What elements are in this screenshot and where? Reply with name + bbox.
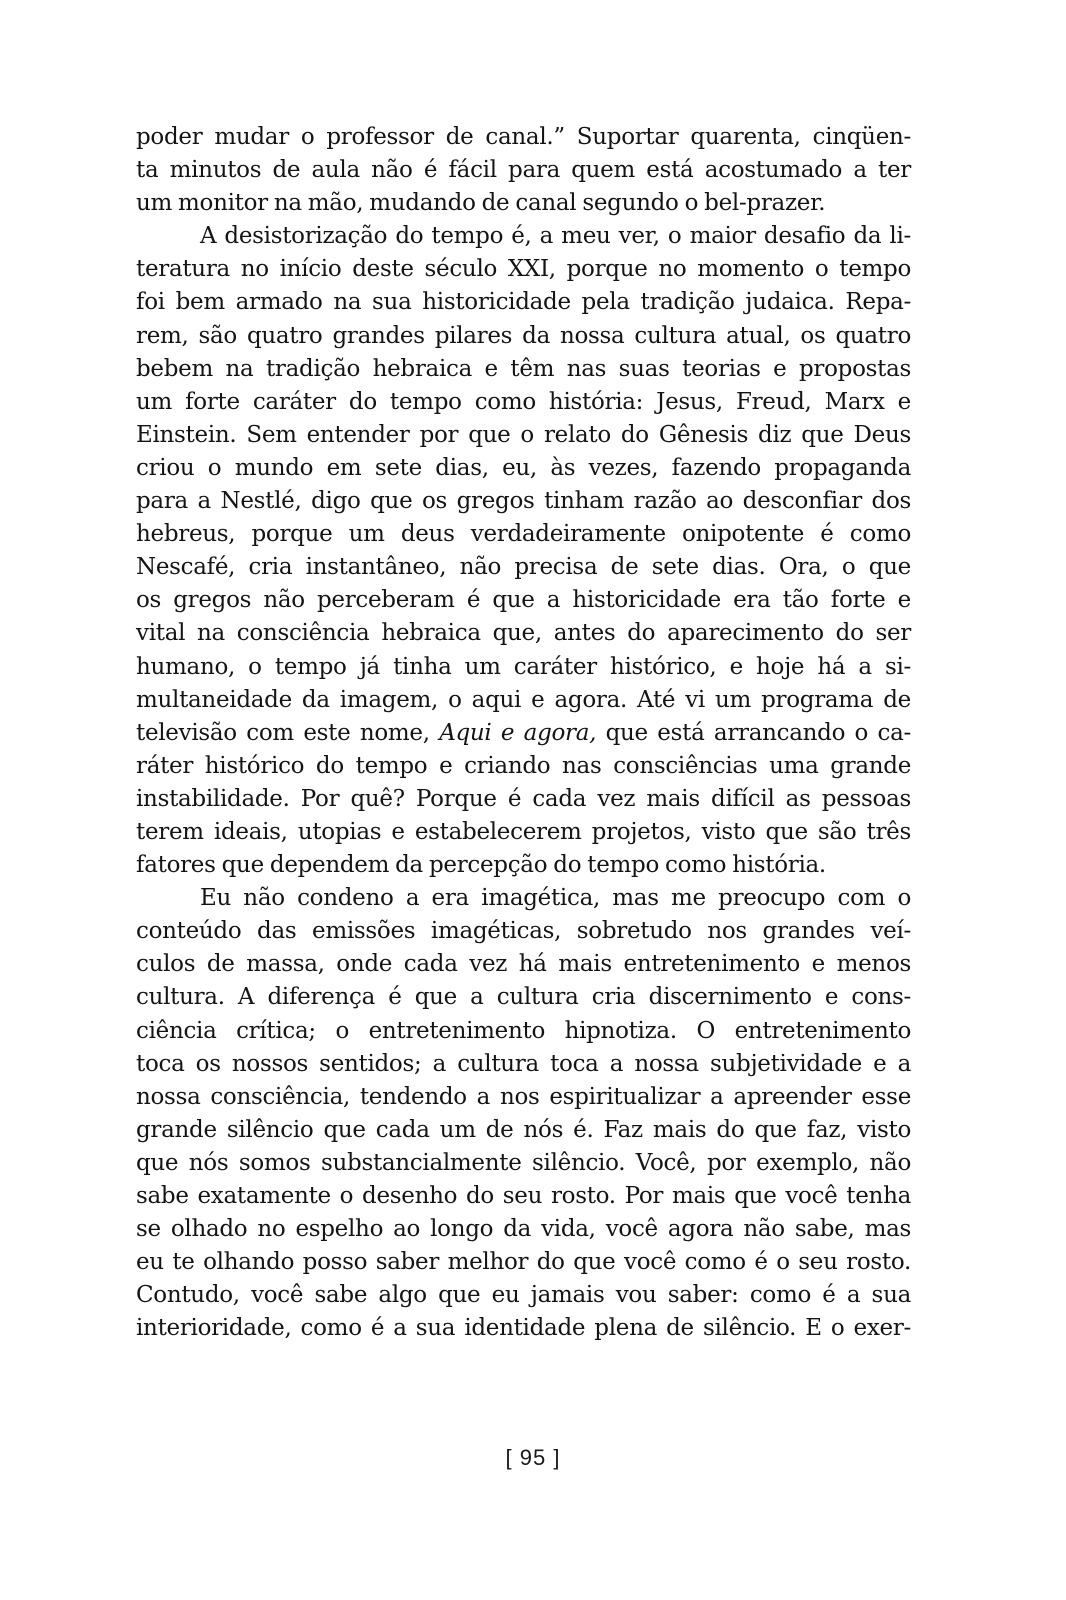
- page-number: [ 95 ]: [505, 1445, 561, 1470]
- text-line: multaneidade da imagem, o aqui e agora. Até vi um programa de: [136, 686, 911, 713]
- text-line: toca os nossos sentidos; a cultura toca a nossa subjetividade e a: [136, 1050, 911, 1077]
- text-line: os gregos não perceberam é que a historicidade era tão forte e: [136, 587, 911, 614]
- text-line: nossa consciência, tendendo a nos espiritualizar a apreender esse: [136, 1083, 911, 1110]
- text-line: rem, são quatro grandes pilares da nossa cultura atual, os quatro: [136, 322, 911, 349]
- text-line-with-title: [136, 717, 911, 750]
- text-line: que nós somos substancialmente silêncio. Você, por exemplo, não: [136, 1149, 911, 1176]
- paragraph-first-line: Eu não condeno a era imagética, mas me preocupo com o: [200, 885, 911, 912]
- paragraph-first-line: A desistorização do tempo é, a meu ver, o maior desafio da li-: [200, 223, 911, 250]
- text-line: fatores que dependem da percepção do tempo como história.: [136, 852, 826, 879]
- text-line: ta minutos de aula não é fácil para quem está acostumado a ter: [136, 157, 911, 184]
- text-line: Nescafé, cria instantâneo, não precisa de sete dias. Ora, o que: [136, 554, 911, 581]
- text-line: poder mudar o professor de canal.” Suportar quarenta, cinqüen-: [136, 124, 911, 150]
- text-line: vital na consciência hebraica que, antes do aparecimento do ser: [136, 620, 911, 647]
- text-line: hebreus, porque um deus verdadeiramente onipotente é como: [136, 521, 911, 548]
- text-segment: televisão com este nome,: [136, 719, 430, 746]
- text-line: Contudo, você sabe algo que eu jamais vou saber: como é a sua: [136, 1282, 911, 1309]
- text-line: eu te olhando posso saber melhor do que você como é o seu rosto.: [136, 1249, 911, 1276]
- text-line: interioridade, como é a sua identidade plena de silêncio. E o exer-: [136, 1315, 911, 1342]
- text-line: instabilidade. Por quê? Porque é cada vez mais difícil as pessoas: [136, 785, 911, 812]
- text-line: humano, o tempo já tinha um caráter histórico, e hoje há a si-: [136, 653, 911, 680]
- text-line: sabe exatamente o desenho do seu rosto. Por mais que você tenha: [136, 1183, 911, 1209]
- text-line: Einstein. Sem entender por que o relato do Gênesis diz que Deus: [136, 421, 911, 448]
- text-line: cultura. A diferença é que a cultura cria discernimento e cons-: [136, 984, 911, 1011]
- text-line: se olhado no espelho ao longo da vida, você agora não sabe, mas: [136, 1216, 911, 1243]
- text-line: teratura no início deste século XXI, porque no momento o tempo: [136, 256, 911, 283]
- text-line: para a Nestlé, digo que os gregos tinham razão ao desconfiar dos: [136, 488, 911, 515]
- text-line: criou o mundo em sete dias, eu, às vezes, fazendo propaganda: [136, 454, 911, 481]
- body-text: [136, 121, 911, 1345]
- program-title: Aqui e agora,: [439, 719, 597, 746]
- text-line: foi bem armado na sua historicidade pela tradição judaica. Repa-: [136, 289, 911, 316]
- text-line: conteúdo das emissões imagéticas, sobretudo nos grandes veí-: [136, 918, 911, 945]
- text-line: um forte caráter do tempo como história: Jesus, Freud, Marx e: [136, 388, 911, 415]
- text-line: ciência crítica; o entretenimento hipnotiza. O entretenimento: [136, 1017, 911, 1044]
- text-line: ráter histórico do tempo e criando nas consciências uma grande: [136, 752, 911, 779]
- text-line: culos de massa, onde cada vez há mais entretenimento e menos: [136, 951, 911, 978]
- text-line: terem ideais, utopias e estabelecerem projetos, visto que são três: [136, 818, 911, 845]
- text-line: um monitor na mão, mudando de canal segundo o bel-prazer.: [136, 190, 826, 217]
- text-line: bebem na tradição hebraica e têm nas suas teorias e propostas: [136, 355, 911, 382]
- text-segment: que está arrancando o ca-: [605, 719, 912, 746]
- text-line: grande silêncio que cada um de nós é. Faz mais do que faz, visto: [136, 1116, 911, 1143]
